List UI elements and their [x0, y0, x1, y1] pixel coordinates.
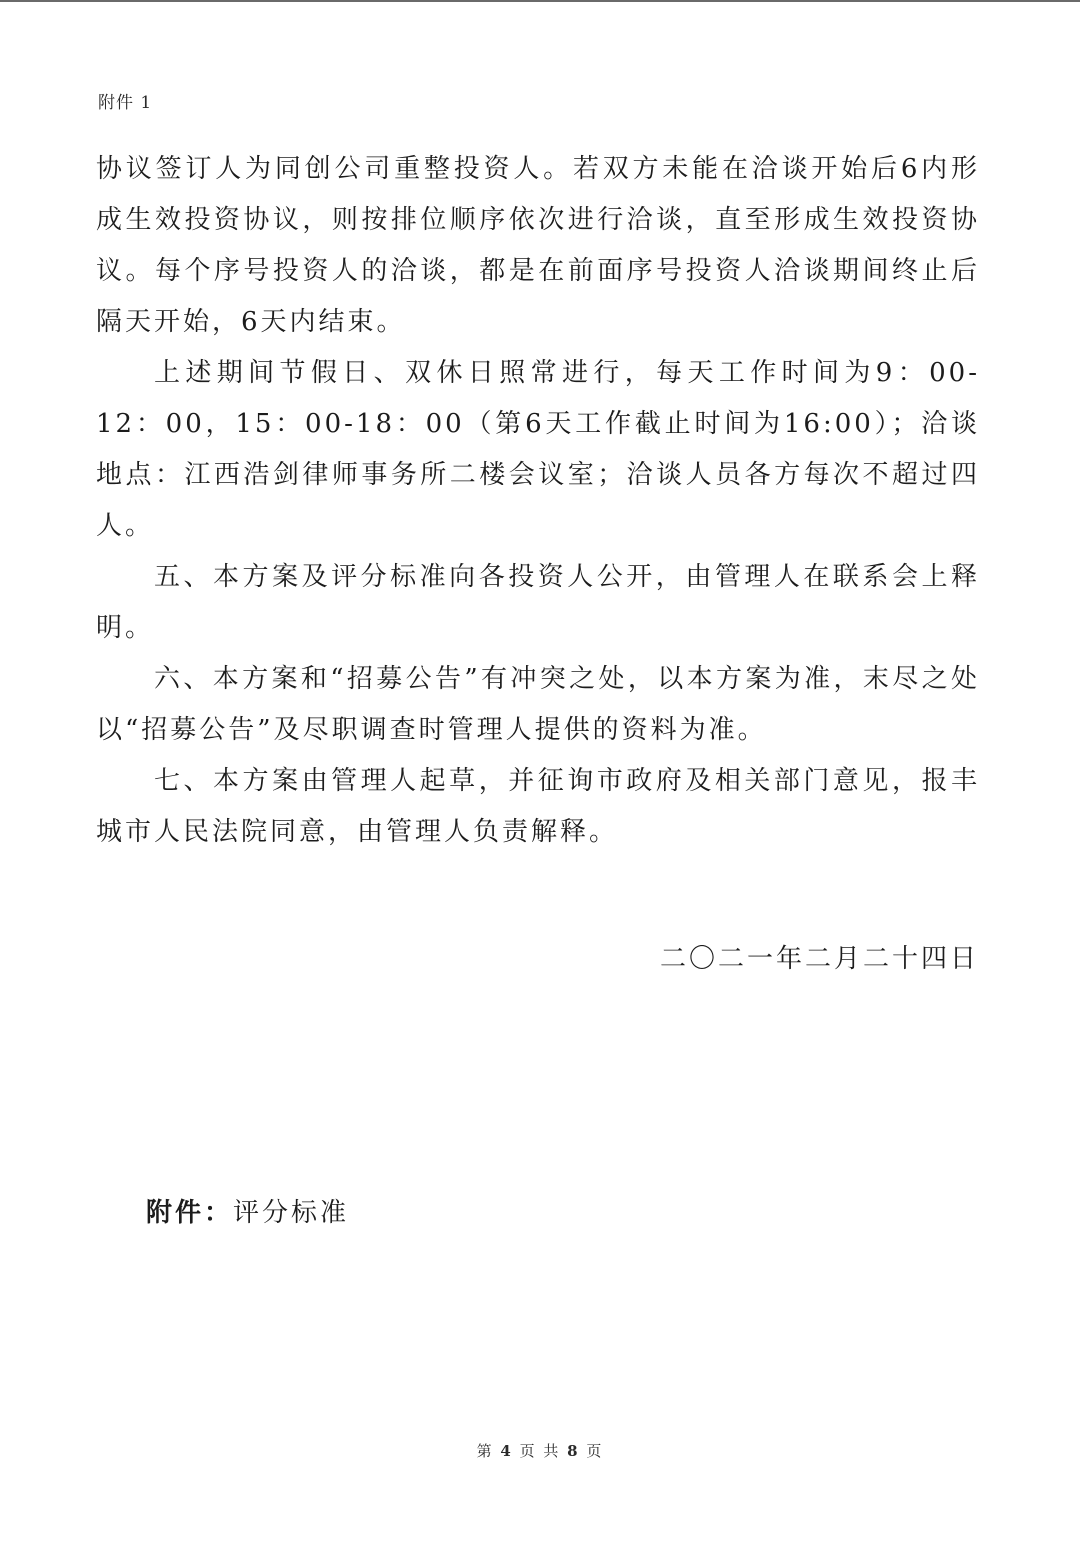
document-body [96, 144, 980, 858]
body-paragraph-continuation: 协议签订人为同创公司重整投资人。若双方未能在洽谈开始后6内形成生效投资协议，则按排位顺序依次进行洽谈，直至形成生效投资协议。每个序号投资人的洽谈，都是在前面序号投资人洽谈期间终止后隔天开始，6天内结束。 [96, 154, 980, 337]
body-paragraph-schedule: 上述期间节假日、双休日照常进行，每天工作时间为9：00-12：00，15：00-18：00（第6天工作截止时间为16:00）；洽谈地点：江西浩剑律师事务所二楼会议室；洽谈人员各方每次不超过四人。 [96, 358, 980, 541]
footer-middle: 页 共 [519, 1442, 561, 1460]
attachment-note [146, 1192, 349, 1229]
annex-header-label: 附件 1 [98, 93, 153, 113]
body-paragraph-section-7: 七、本方案由管理人起草，并征询市政府及相关部门意见，报丰城市人民法院同意，由管理人负责解释。 [96, 766, 980, 847]
scan-edge [0, 0, 1080, 2]
current-page-number: 4 [500, 1442, 513, 1460]
document-date: 二〇二一年二月二十四日 [660, 944, 980, 974]
body-paragraph-section-6: 六、本方案和“招募公告”有冲突之处，以本方案为准，末尽之处以“招募公告”及尽职调查时管理人提供的资料为准。 [96, 664, 980, 745]
body-paragraph-section-5: 五、本方案及评分标准向各投资人公开，由管理人在联系会上释明。 [96, 562, 980, 643]
page-number-footer [0, 1440, 1080, 1461]
total-page-number: 8 [567, 1442, 580, 1460]
attachment-label: 附件： [146, 1198, 234, 1228]
attachment-value: 评分标准 [233, 1198, 350, 1228]
footer-prefix: 第 [476, 1442, 494, 1460]
footer-suffix: 页 [586, 1442, 604, 1460]
